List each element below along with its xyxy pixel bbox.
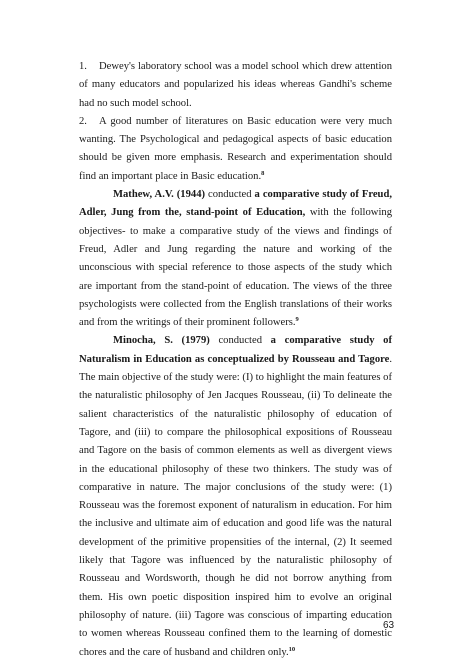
- point-text: Dewey's laboratory school was a model school which drew attention of many educators and popularized his ideas whereas Gandhi's scheme had no such model school.: [79, 61, 392, 109]
- study-verb: conducted: [209, 335, 271, 347]
- page-number: 63: [383, 620, 395, 631]
- study-paragraph-minocha: [79, 332, 395, 661]
- point-number: 2.: [79, 115, 87, 127]
- point-text: A good number of literatures on Basic education were very much wanting. The Psychological and pedagogical aspects of basic education should be given more emphasis. Research and experimentation should find an important place in Basic education.: [79, 115, 392, 182]
- study-title: a comparative study of Freud, Adler, Jung from the, stand-point of Education,: [79, 189, 392, 219]
- study-author: Mathew, A.V. (1944): [113, 189, 206, 201]
- numbered-point-2: [79, 113, 392, 186]
- footnote-marker: 8: [261, 169, 265, 177]
- study-verb: conducted: [205, 189, 255, 201]
- footnote-marker: 10: [288, 645, 296, 653]
- numbered-point-1: [79, 58, 392, 113]
- study-text: with the following objectives- to make a comparative study of the views and findings of Freud, Adler and Jung regarding the nature and working of the unconscious with special reference to those aspects of the study which are important from the stand-point of education. The views of the three psychologists were collected from the English translations of their works and from the writings of their prominent followers.: [79, 207, 392, 329]
- body-text: [79, 58, 395, 662]
- point-number: 1.: [79, 61, 87, 72]
- study-text: . The main objective of the study were: (I) to highlight the main features of the naturalistic philosophy of Jen Jacques Rousseau, (ii) To delineate the salient characteristics of the naturalistic philosophy of education of Tagore, and (iii) to compare the philosophical expositions of Rousseau and Tagore on the basis of common elements as well as divergent views in the educational philosophy of these two thinkers. The study was of comparative in nature. The major conclusions of the study were: (1) Rousseau was the foremost exponent of naturalism in education. For him the inclusive and ultimate aim of education and good life was the natural development of the primitive propensities of the internal, (2) It seemed likely that Tagore was influenced by the naturalistic philosophy of Rousseau and Wordsworth, though he did not borrow anything from them. His own poetic disposition inspired him to evolve an original philosophy of nature. (iii) Tagore was conscious of imparting education to women whereas Rousseau confined them to the learning of domestic chores and the care of husband and children only.: [79, 353, 392, 658]
- study-title: a comparative study of Naturalism in Education as conceptualized by Rousseau and Tagore: [79, 335, 393, 365]
- footnote-marker: 9: [295, 316, 299, 324]
- study-author: Minocha, S. (1979): [113, 335, 210, 347]
- study-paragraph-mathew: [79, 186, 392, 332]
